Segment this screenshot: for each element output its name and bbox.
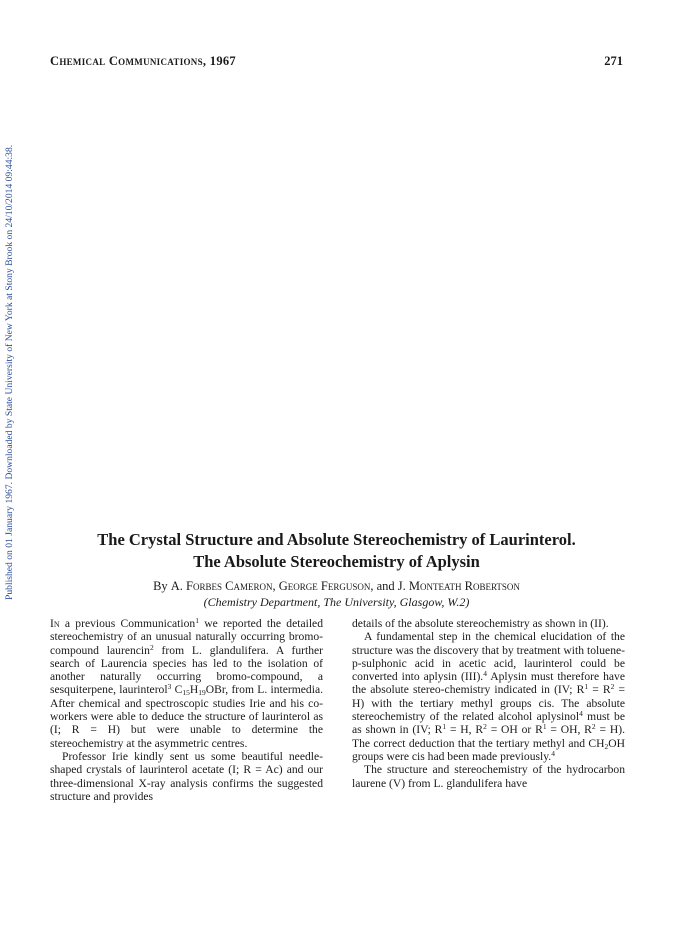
ref-3: 3 [167,682,172,692]
affiliation: (Chemistry Department, The University, Glasgow, W.2) [203,595,470,609]
authors-last: J. Monteath Robertson [397,579,520,593]
paragraph-continued: details of the absolute stereochemistry as shown in (II). [352,617,609,630]
paragraph-crystals: Professor Irie kindly sent us some beautiful needle-shaped crystals of laurinterol acetate (I; R = Ac) and our three-dimensional X-ray analysis confirms the suggested structure and provides [50,749,323,803]
ref-4: 4 [551,748,555,758]
page-number: 271 [604,54,623,68]
byline [40,578,633,594]
title-line-1: The Crystal Structure and Absolute Stereochemistry of Laurinterol. [97,530,576,549]
ref-1: 1 [195,616,199,625]
drop-word: In [50,617,60,630]
byline-and: and [376,579,395,593]
paragraph-aplysin: A fundamental step in the chemical elucidation of the structure was the discovery that by treatment with toluene-p-sulphonic acid in acetic acid, laurinterol could be converted into aplysin (III).$^4$ Aplysin must therefore have the absolute stereo-chemistry indicated in (IV; $R^1 = R^2 = H$) with the tertiary methyl groups cis. The absolute stereochemistry of the related alcohol aplysinol$^4$ must be as shown in (IV; $R^1 = H$, $R^2$ = OH or $R^1$ = OH, $R^2 = H$). The correct deduction that the tertiary methyl and $CH_2OH$ groups were cis had been made previously.$^4$ [352,630,625,763]
right-column [352,617,625,790]
download-watermark: Published on 01 January 1967. Downloaded by State University of New York at Stony Brook on 24/10/2014 09:44:38. [4,144,15,600]
left-column [50,617,323,803]
article-header [40,529,633,610]
title-line-2: The Absolute Stereochemistry of Aplysin [193,552,480,571]
byline-by: By [153,579,168,593]
authors-first: A. Forbes Cameron, George Ferguson, [170,579,374,593]
formula: $C_{15}H_{19}OBr$, [174,683,229,698]
article-title [40,529,633,573]
ref-2: 2 [149,642,154,652]
paragraph-laurene: The structure and stereochemistry of the hydrocarbon laurene (V) from L. glandulifera have [352,763,625,790]
ref-4: 4 [579,709,583,719]
ref-4: 4 [483,669,487,679]
paragraph-intro: In a previous Communication$^1$ we reported the detailed stereochemistry of an unusual naturally occurring bromo-compound laurencin$^2$ from L. glandulifera. A further search of Laurencia species has led to the isolation of another naturally occurring bromo-compound, a sesquiterpene, laurinterol$^3$ $C_{15}H_{19}OBr$, from L. intermedia. After chemical and spectroscopic studies Irie and his co-workers were able to deduce the structure of laurinterol as (I; R = H) but were unable to determine the stereochemistry at the asymmetric centres. [50,616,324,750]
running-head: Chemical Communications, 1967 [50,54,236,68]
